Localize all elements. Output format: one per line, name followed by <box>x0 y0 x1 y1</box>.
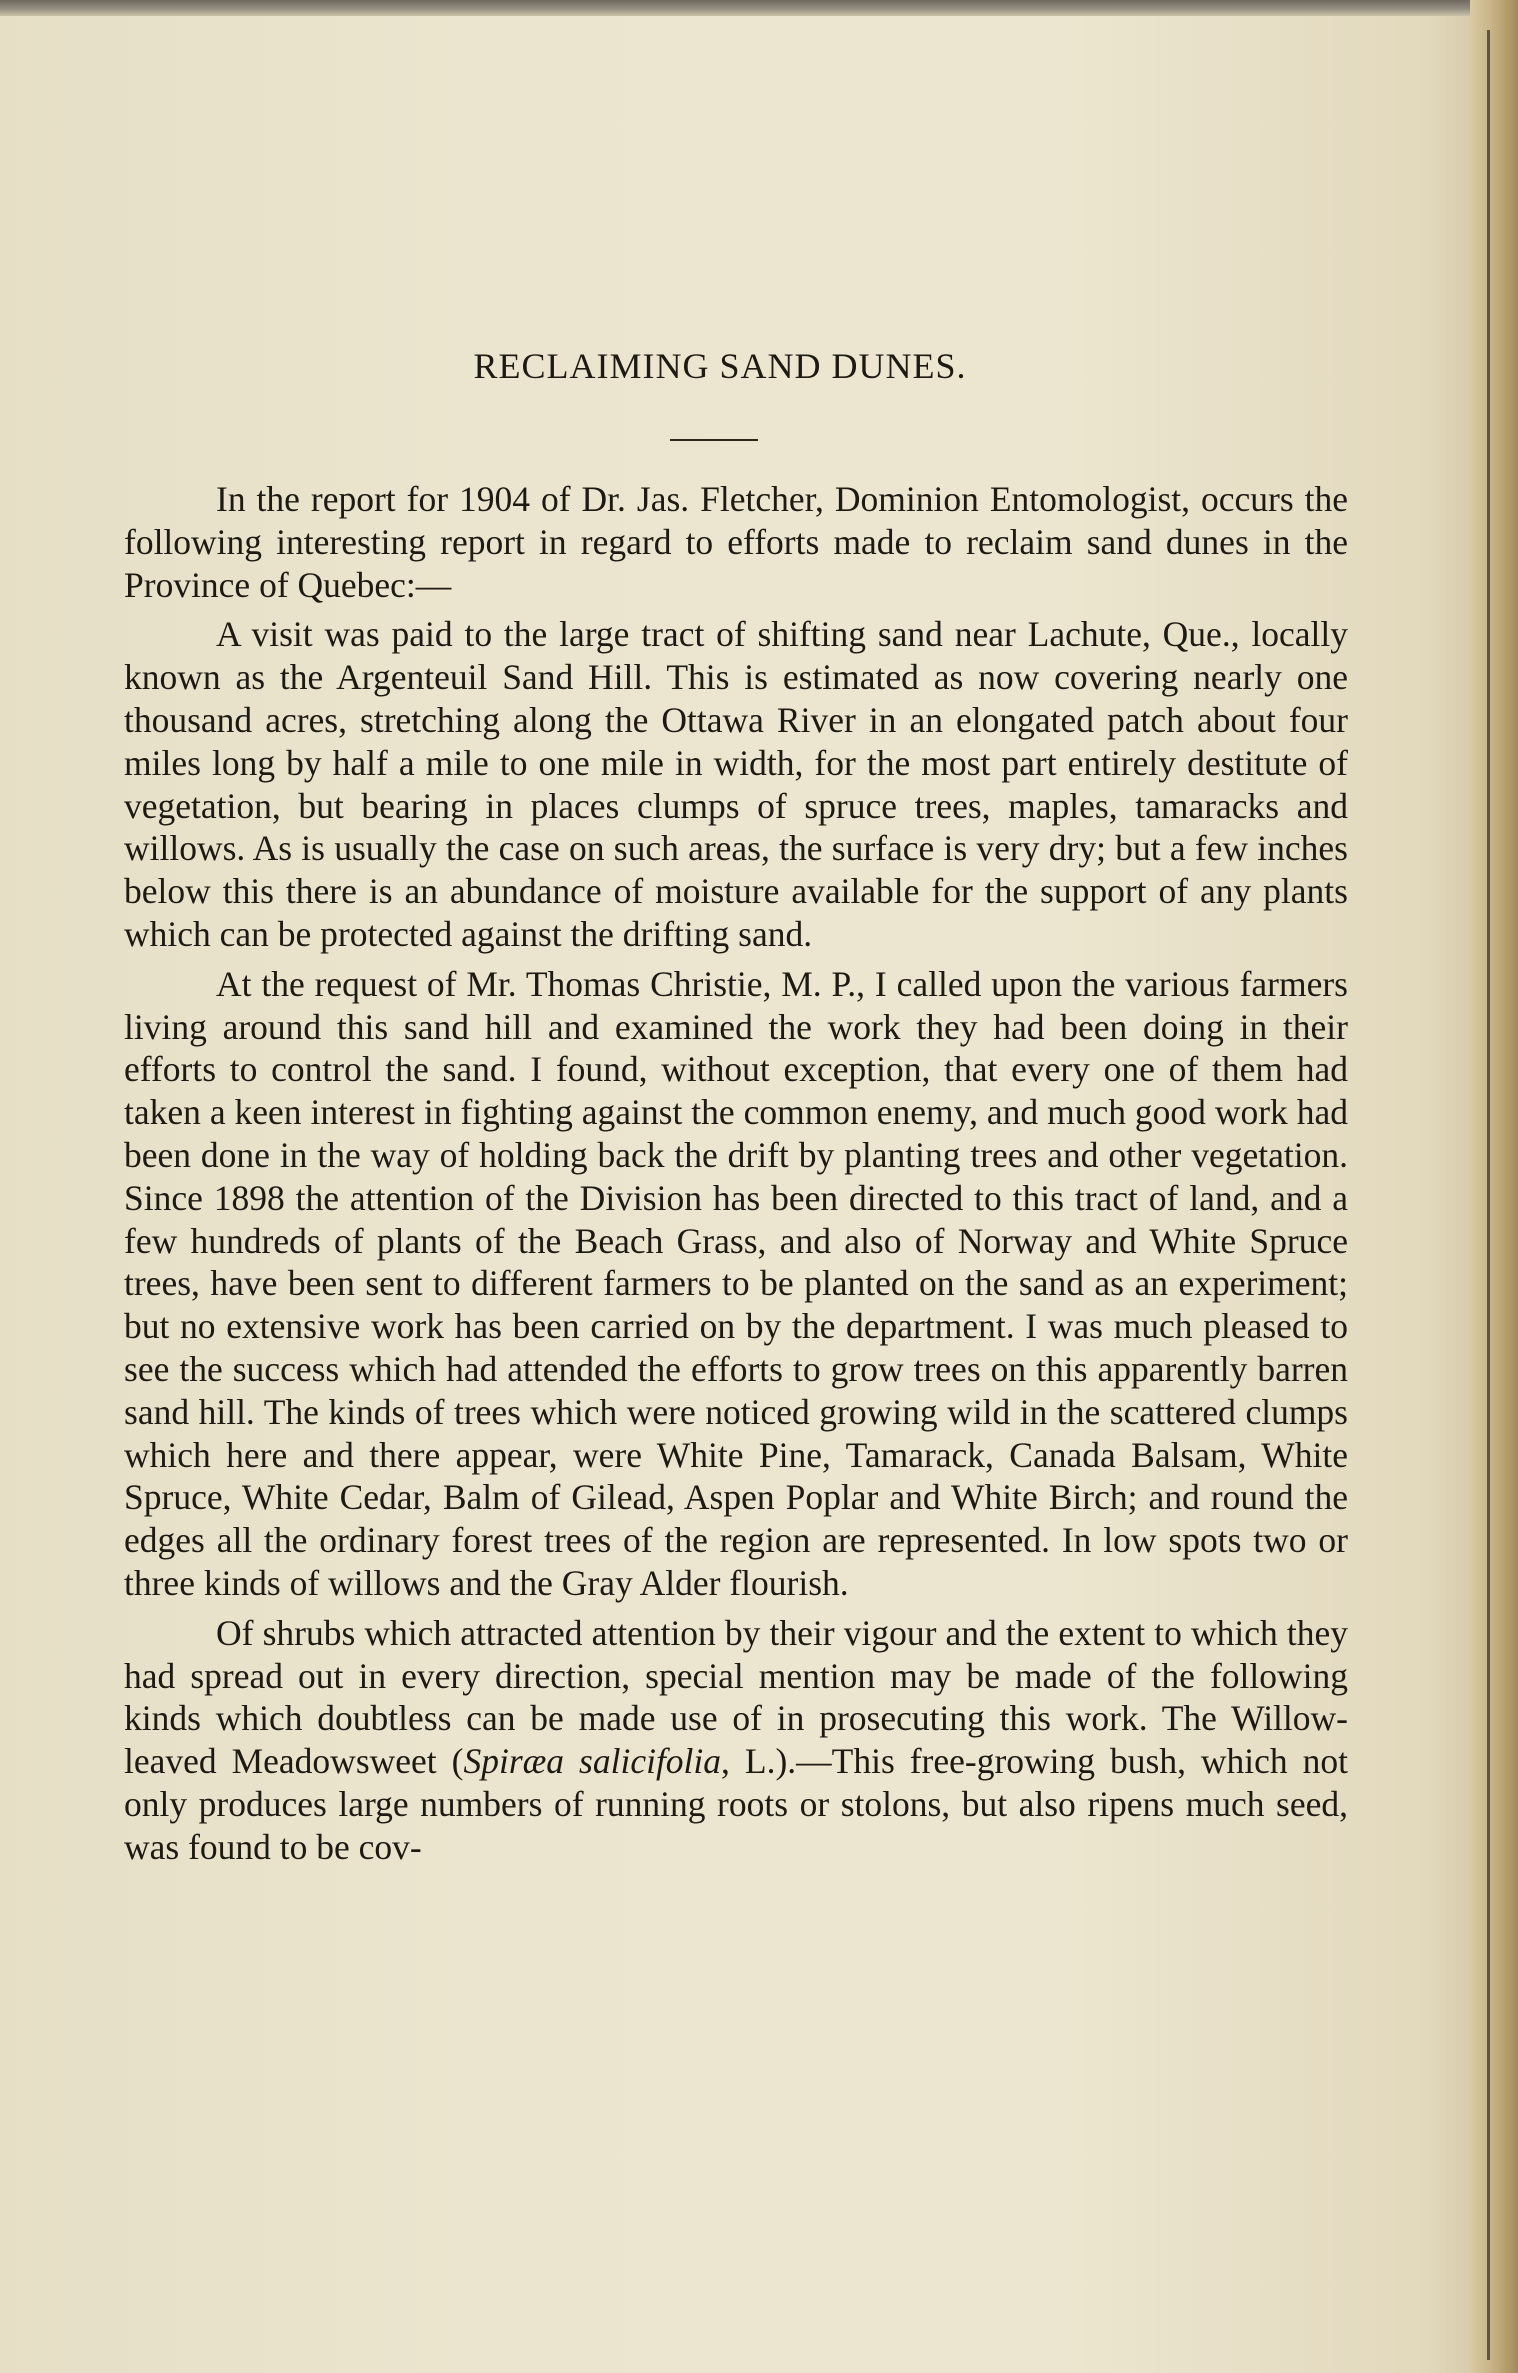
article-body <box>124 478 1348 1876</box>
paragraph-4 <box>124 1612 1348 1869</box>
book-spine-gutter <box>1470 0 1518 2373</box>
gutter-line <box>1487 30 1490 2360</box>
paragraph-4-text-start: Of shrubs which attracted attention by their vigour and the extent to which they had spread out in every direction, special mention may be made of the following kinds which doubtless can be made use of in prosecuting this work. The Willow-leaved Meadowsweet ( <box>124 1612 1348 1782</box>
article-title: RECLAIMING SAND DUNES. <box>473 346 967 386</box>
title-rule <box>670 439 758 441</box>
paragraph-4-text-end: , L.).—This free-growing bush, which not only produces large numbers of running roots or stolons, but also ripens much seed, was found to be cov- <box>124 1741 1349 1867</box>
paragraph-2: A visit was paid to the large tract of shifting sand near Lachute, Que., locally known as the Argenteuil Sand Hill. This is estimated as now covering nearly one thousand acres, stretching along the Ottawa River in an elongated patch about four miles long by half a mile to one mile in width, for the most part entirely destitute of vegetation, but bearing in places clumps of spruce trees, maples, tamaracks and willows. As is usually the case on such areas, the surface is very dry; but a few inches below this there is an abundance of moisture available for the support of any plants which can be protected against the drifting sand. <box>124 614 1348 954</box>
page-top-edge <box>0 0 1480 16</box>
species-name: Spiræa salicifolia <box>463 1741 722 1782</box>
paragraph-1: In the report for 1904 of Dr. Jas. Fletcher, Dominion Entomologist, occurs the following interesting report in regard to efforts made to reclaim sand dunes in the Province of Quebec:— <box>124 479 1348 605</box>
paragraph-3: At the request of Mr. Thomas Christie, M. P., I called upon the various farmers living around this sand hill and examined the work they had been doing in their efforts to control the sand. I found, without exception, that every one of them had taken a keen interest in fighting against the common enemy, and much good work had been done in the way of holding back the drift by planting trees and other vegetation. Since 1898 the attention of the Division has been directed to this tract of land, and a few hundreds of plants of the Beach Grass, and also of Norway and White Spruce trees, have been sent to different farmers to be planted on the sand as an experiment; but no extensive work has been carried on by the department. I was much pleased to see the success which had attended the efforts to grow trees on this apparently barren sand hill. The kinds of trees which were noticed growing wild in the scattered clumps which here and there appear, were White Pine, Tamarack, Canada Balsam, White Spruce, White Cedar, Balm of Gilead, Aspen Poplar and White Birch; and round the edges all the ordinary forest trees of the region are represented. In low spots two or three kinds of willows and the Gray Alder flourish. <box>124 963 1348 1603</box>
